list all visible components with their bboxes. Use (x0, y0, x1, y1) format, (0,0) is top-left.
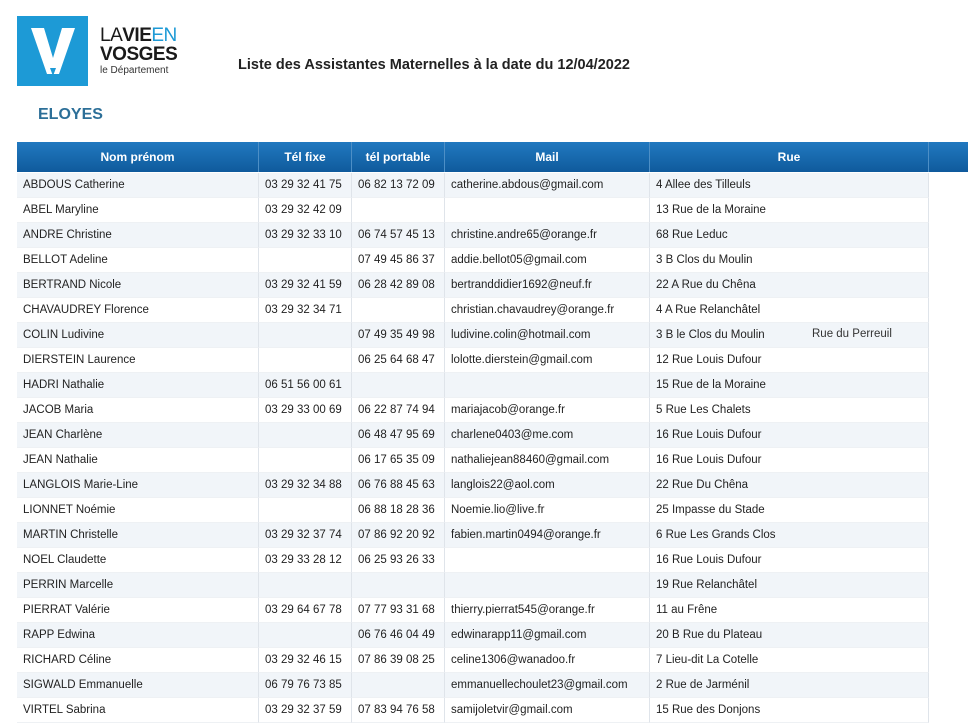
row-mail: samijoletvir@gmail.com (445, 698, 650, 723)
table-row (17, 298, 929, 323)
row-mobile: 07 83 94 76 58 (352, 698, 445, 723)
row-landline: 06 51 56 00 61 (259, 373, 352, 398)
row-mobile: 06 48 47 95 69 (352, 423, 445, 448)
row-name: ABEL Maryline (17, 198, 259, 223)
table-row (17, 598, 929, 623)
row-name: MARTIN Christelle (17, 523, 259, 548)
row-mail: christian.chavaudrey@orange.fr (445, 298, 650, 323)
row-street: 2 Rue de Jarménil (650, 673, 929, 698)
row-mobile: 06 82 13 72 09 (352, 173, 445, 198)
row-street: 16 Rue Louis Dufour (650, 448, 929, 473)
row-mobile (352, 373, 445, 398)
table-row (17, 548, 929, 573)
row-street: 22 A Rue du Chêna (650, 273, 929, 298)
row-mail: Noemie.lio@live.fr (445, 498, 650, 523)
row-street: 16 Rue Louis Dufour (650, 548, 929, 573)
row-landline: 03 29 64 67 78 (259, 598, 352, 623)
row-mobile: 07 86 39 08 25 (352, 648, 445, 673)
row-landline (259, 623, 352, 648)
row-mail: catherine.abdous@gmail.com (445, 173, 650, 198)
row-landline: 03 29 32 34 71 (259, 298, 352, 323)
row-street: 11 au Frêne (650, 598, 929, 623)
row-street: 12 Rue Louis Dufour (650, 348, 929, 373)
row-mail: addie.bellot05@gmail.com (445, 248, 650, 273)
row-street: 5 Rue Les Chalets (650, 398, 929, 423)
column-header-landline: Tél fixe (259, 142, 352, 172)
table-row (17, 448, 929, 473)
row-street: 4 Allee des Tilleuls (650, 173, 929, 198)
row-name: ABDOUS Catherine (17, 173, 259, 198)
row-mobile: 07 49 35 49 98 (352, 323, 445, 348)
row-name: SIGWALD Emmanuelle (17, 673, 259, 698)
row-landline (259, 498, 352, 523)
row-mail: langlois22@aol.com (445, 473, 650, 498)
row-name: ANDRE Christine (17, 223, 259, 248)
row-mail (445, 548, 650, 573)
row-landline: 03 29 32 37 74 (259, 523, 352, 548)
brand-vosges: VOSGES (100, 44, 178, 65)
row-mail: mariajacob@orange.fr (445, 398, 650, 423)
row-name: RICHARD Céline (17, 648, 259, 673)
table-row (17, 698, 929, 723)
table-row (17, 648, 929, 673)
row-landline (259, 448, 352, 473)
row-street: 68 Rue Leduc (650, 223, 929, 248)
table-row (17, 498, 929, 523)
row-name: HADRI Nathalie (17, 373, 259, 398)
row-street: 20 B Rue du Plateau (650, 623, 929, 648)
row-name: PIERRAT Valérie (17, 598, 259, 623)
row-street: 6 Rue Les Grands Clos (650, 523, 929, 548)
row-mobile: 06 25 93 26 33 (352, 548, 445, 573)
row-landline: 03 29 32 41 59 (259, 273, 352, 298)
row-mobile: 06 88 18 28 36 (352, 498, 445, 523)
brand-departement: le Département (100, 65, 169, 76)
row-mail (445, 373, 650, 398)
row-name: LIONNET Noémie (17, 498, 259, 523)
row-name: DIERSTEIN Laurence (17, 348, 259, 373)
column-header-street: Rue (650, 142, 929, 172)
row-mobile (352, 298, 445, 323)
row-name: JACOB Maria (17, 398, 259, 423)
table-header (17, 142, 968, 172)
row-mobile: 06 22 87 74 94 (352, 398, 445, 423)
row-mobile: 07 77 93 31 68 (352, 598, 445, 623)
row-landline: 03 29 32 33 10 (259, 223, 352, 248)
table-row (17, 623, 929, 648)
row-mail: ludivine.colin@hotmail.com (445, 323, 650, 348)
row-street: 19 Rue Relanchâtel (650, 573, 929, 598)
brand-en: EN (151, 25, 177, 46)
row-street: 7 Lieu-dit La Cotelle (650, 648, 929, 673)
row-mail (445, 573, 650, 598)
table-row (17, 473, 929, 498)
row-landline (259, 348, 352, 373)
brand-wordmark (100, 26, 177, 76)
row-mobile: 06 74 57 45 13 (352, 223, 445, 248)
row-name: VIRTEL Sabrina (17, 698, 259, 723)
row-landline: 03 29 33 00 69 (259, 398, 352, 423)
row-street: 25 Impasse du Stade (650, 498, 929, 523)
document-title: Liste des Assistantes Maternelles à la date du 12/04/2022 (238, 57, 630, 73)
row-street: 13 Rue de la Moraine (650, 198, 929, 223)
row-street: 16 Rue Louis Dufour (650, 423, 929, 448)
row-street: 15 Rue des Donjons (650, 698, 929, 723)
table-row (17, 223, 929, 248)
row-mobile: 06 17 65 35 09 (352, 448, 445, 473)
row-street: 4 A Rue Relanchâtel (650, 298, 929, 323)
row-landline: 03 29 33 28 12 (259, 548, 352, 573)
table-row (17, 673, 929, 698)
row-name: CHAVAUDREY Florence (17, 298, 259, 323)
logo (17, 16, 88, 86)
table-row (17, 348, 929, 373)
row-landline: 06 79 76 73 85 (259, 673, 352, 698)
table-body (17, 173, 929, 723)
table-row (17, 198, 929, 223)
row-mail: bertranddidier1692@neuf.fr (445, 273, 650, 298)
row-mail (445, 198, 650, 223)
row-street: 3 B Clos du Moulin (650, 248, 929, 273)
row-mobile: 06 76 46 04 49 (352, 623, 445, 648)
row-landline (259, 573, 352, 598)
column-header-mail: Mail (445, 142, 650, 172)
row-mobile: 07 49 45 86 37 (352, 248, 445, 273)
row-landline (259, 248, 352, 273)
row-landline: 03 29 32 37 59 (259, 698, 352, 723)
table-row (17, 323, 929, 348)
table-row (17, 273, 929, 298)
row-landline (259, 323, 352, 348)
table-row (17, 373, 929, 398)
row-mail: christine.andre65@orange.fr (445, 223, 650, 248)
row-name: PERRIN Marcelle (17, 573, 259, 598)
table-row (17, 423, 929, 448)
row-name: JEAN Nathalie (17, 448, 259, 473)
row-mobile: 06 28 42 89 08 (352, 273, 445, 298)
row-name: NOEL Claudette (17, 548, 259, 573)
row-name: BERTRAND Nicole (17, 273, 259, 298)
table-row (17, 398, 929, 423)
column-header-name: Nom prénom (17, 142, 259, 172)
row-mail: fabien.martin0494@orange.fr (445, 523, 650, 548)
row-landline: 03 29 32 46 15 (259, 648, 352, 673)
row-mobile: 06 76 88 45 63 (352, 473, 445, 498)
row-mail: nathaliejean88460@gmail.com (445, 448, 650, 473)
row-mail: lolotte.dierstein@gmail.com (445, 348, 650, 373)
row-name: COLIN Ludivine (17, 323, 259, 348)
row-name: BELLOT Adeline (17, 248, 259, 273)
row-mail: charlene0403@me.com (445, 423, 650, 448)
row-mail: edwinarapp11@gmail.com (445, 623, 650, 648)
row-name: LANGLOIS Marie-Line (17, 473, 259, 498)
row-mobile: 06 25 64 68 47 (352, 348, 445, 373)
brand-vie: VIE (122, 25, 152, 46)
row-mobile: 07 86 92 20 92 (352, 523, 445, 548)
row-name: RAPP Edwina (17, 623, 259, 648)
column-header-mobile: tél portable (352, 142, 445, 172)
row-mobile (352, 573, 445, 598)
row-name: JEAN Charlène (17, 423, 259, 448)
city-heading: ELOYES (38, 106, 103, 123)
row-landline: 03 29 32 41 75 (259, 173, 352, 198)
row-mail: emmanuellechoulet23@gmail.com (445, 673, 650, 698)
row-mobile (352, 673, 445, 698)
row-mail: thierry.pierrat545@orange.fr (445, 598, 650, 623)
table-row (17, 248, 929, 273)
row-mail: celine1306@wanadoo.fr (445, 648, 650, 673)
table-row (17, 523, 929, 548)
row-landline: 03 29 32 34 88 (259, 473, 352, 498)
table-row (17, 573, 929, 598)
side-note-street: Rue du Perreuil (812, 328, 892, 340)
row-street: 3 B le Clos du Moulin (650, 323, 929, 348)
row-street: 22 Rue Du Chêna (650, 473, 929, 498)
row-landline: 03 29 32 42 09 (259, 198, 352, 223)
vosges-v-logo-icon (17, 16, 88, 86)
row-street: 15 Rue de la Moraine (650, 373, 929, 398)
brand-la: LA (100, 25, 123, 46)
table-row (17, 173, 929, 198)
row-landline (259, 423, 352, 448)
row-mobile (352, 198, 445, 223)
